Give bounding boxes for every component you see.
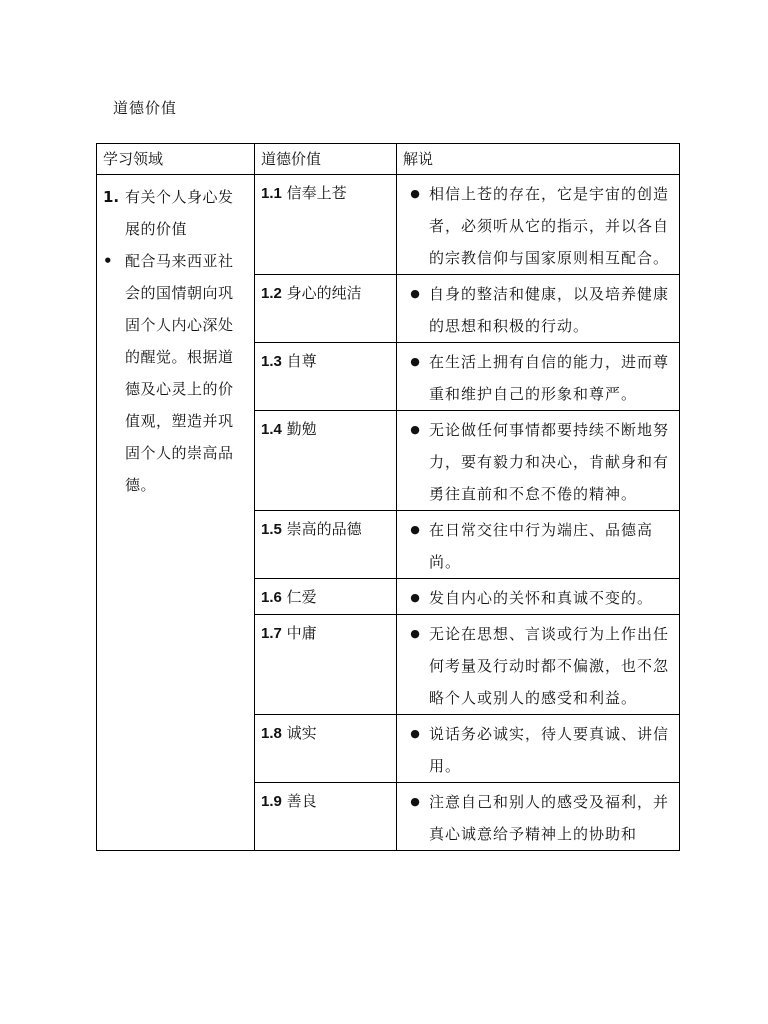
moral-value-cell [255, 411, 397, 511]
area-heading: 有关个人身心发展的价值 [125, 188, 234, 238]
table-header-row [97, 144, 680, 175]
explanation-cell [397, 511, 680, 579]
explanation-text: 在日常交往中行为端庄、品德高尚。 [429, 521, 654, 571]
value-number: 1.8 [261, 725, 282, 742]
bullet-icon: • [103, 252, 113, 270]
table-row [97, 175, 680, 275]
bullet-icon: ● [410, 287, 420, 300]
explanation-cell [397, 579, 680, 615]
document-title: 道德价值 [113, 99, 178, 117]
explanation-cell [397, 175, 680, 275]
value-label: 中庸 [286, 624, 317, 642]
explanation-text: 发自内心的关怀和真诚不变的。 [429, 589, 654, 607]
bullet-icon: ● [410, 355, 420, 368]
bullet-icon: ● [410, 727, 420, 740]
value-number: 1.5 [261, 521, 282, 538]
bullet-icon: ● [410, 523, 420, 536]
value-number: 1.7 [261, 625, 282, 642]
header-moral-value: 道德价值 [255, 144, 397, 175]
value-label: 信奉上苍 [286, 184, 347, 202]
bullet-icon: ● [410, 627, 420, 640]
explanation-text: 在生活上拥有自信的能力，进而尊重和维护自己的形象和尊严。 [429, 353, 670, 403]
bullet-icon: ● [410, 423, 420, 436]
bullet-icon: ● [410, 187, 420, 200]
explanation-text: 无论做任何事情都要持续不断地努力，要有毅力和决心，肯献身和有勇往直前和不怠不倦的精神。 [429, 421, 670, 503]
explanation-cell [397, 715, 680, 783]
value-number: 1.2 [261, 285, 282, 302]
value-label: 身心的纯洁 [286, 284, 362, 302]
explanation-cell [397, 411, 680, 511]
moral-value-cell [255, 783, 397, 851]
moral-value-cell [255, 615, 397, 715]
moral-value-cell [255, 175, 397, 275]
value-label: 勤勉 [286, 420, 317, 438]
value-number: 1.1 [261, 185, 282, 202]
explanation-text: 相信上苍的存在，它是宇宙的创造者，必须听从它的指示，并以各自的宗教信仰与国家原则相互配合。 [429, 185, 670, 267]
explanation-cell [397, 615, 680, 715]
value-number: 1.3 [261, 353, 282, 370]
value-number: 1.9 [261, 793, 282, 810]
explanation-text: 注意自己和别人的感受及福利，并真心诚意给予精神上的协助和 [429, 793, 670, 843]
value-number: 1.4 [261, 421, 282, 438]
explanation-text: 无论在思想、言谈或行为上作出任何考量及行动时都不偏激，也不忽略个人或别人的感受和利益。 [429, 625, 670, 707]
moral-value-cell [255, 343, 397, 411]
header-explanation: 解说 [397, 144, 680, 175]
explanation-cell [397, 275, 680, 343]
moral-values-table [96, 143, 680, 851]
value-label: 善良 [286, 792, 317, 810]
explanation-cell [397, 783, 680, 851]
bullet-icon: ● [410, 591, 420, 604]
explanation-cell [397, 343, 680, 411]
table-body [97, 175, 680, 851]
moral-value-cell [255, 275, 397, 343]
area-number: 1. [103, 188, 120, 206]
moral-value-cell [255, 579, 397, 615]
value-label: 自尊 [286, 352, 317, 370]
explanation-text: 说话务必诚实，待人要真诚、讲信用。 [429, 725, 670, 775]
value-number: 1.6 [261, 589, 282, 606]
moral-value-cell [255, 715, 397, 783]
area-heading-line [103, 181, 246, 245]
area-description-line [103, 245, 246, 501]
moral-value-cell [255, 511, 397, 579]
value-label: 崇高的品德 [286, 520, 362, 538]
learning-area-cell [97, 175, 255, 851]
value-label: 诚实 [286, 724, 317, 742]
area-description: 配合马来西亚社会的国情朝向巩固个人内心深处的醒觉。根据道德及心灵上的价值观，塑造并巩固个人的崇高品德。 [125, 252, 234, 494]
header-learning-area: 学习领域 [97, 144, 255, 175]
explanation-text: 自身的整洁和健康，以及培养健康的思想和积极的行动。 [429, 285, 670, 335]
value-label: 仁爱 [286, 588, 317, 606]
bullet-icon: ● [410, 795, 420, 808]
